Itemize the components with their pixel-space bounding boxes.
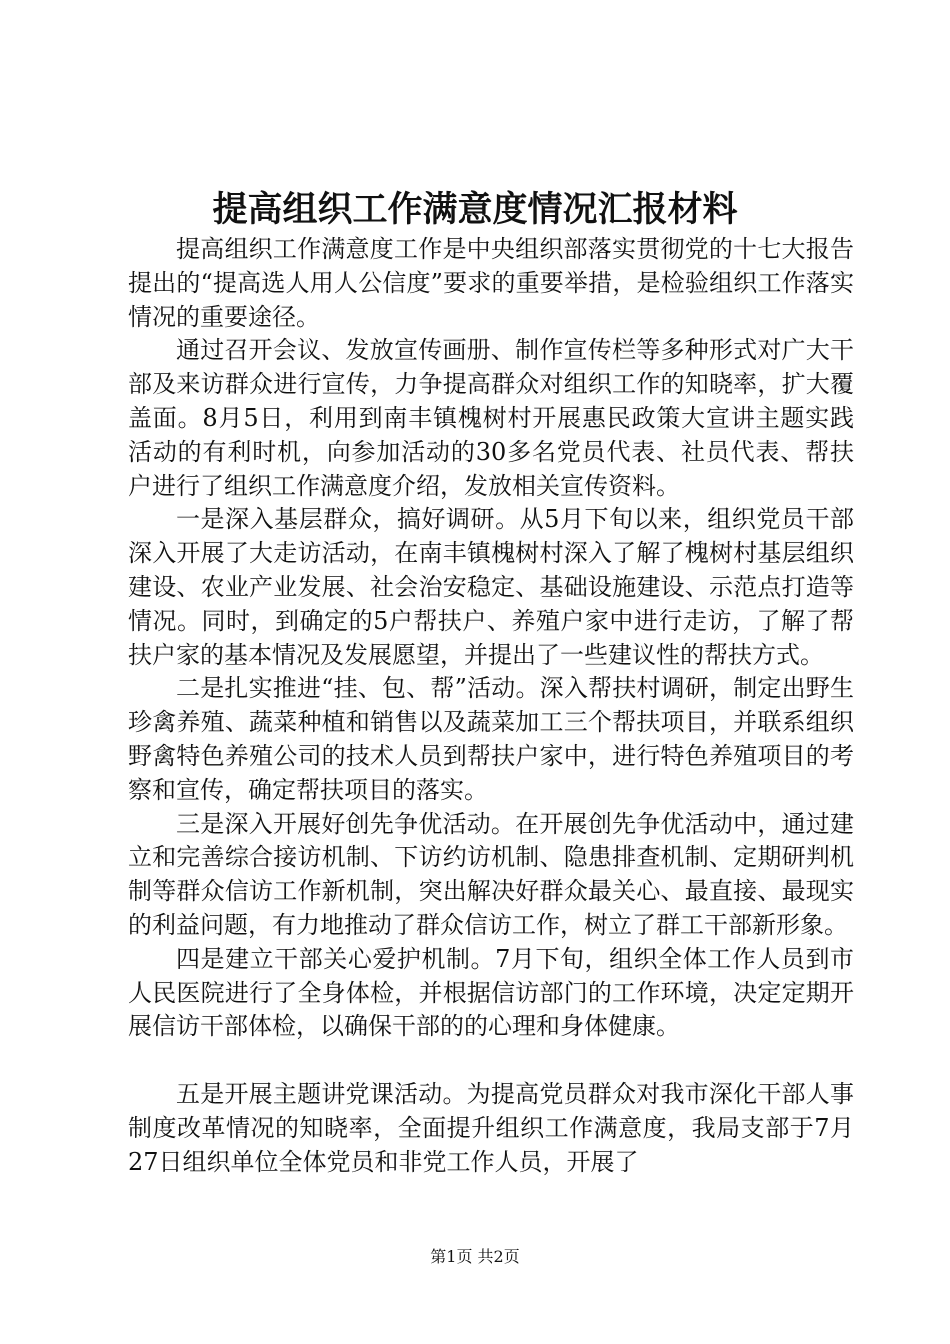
paragraph: 通过召开会议、发放宣传画册、制作宣传栏等多种形式对广大干部及来访群众进行宣传，力争提高群众对组织工作的知晓率，扩大覆盖面。8月5日，利用到南丰镇槐树村开展惠民政策大宣讲主题实践活动的有利时机，向参加活动的30多名党员代表、社员代表、帮扶户进行了组织工作满意度介绍，发放相关宣传资料。 [128,336,854,500]
page-number-footer: 第1页 共2页 [430,1247,520,1266]
paragraph: 五是开展主题讲党课活动。为提高党员群众对我市深化干部人事制度改革情况的知晓率，全面提升组织工作满意度，我局支部于7月27日组织单位全体党员和非党工作人员，开展了 [128,1079,854,1176]
paragraph: 四是建立干部关心爱护机制。7月下旬，组织全体工作人员到市人民医院进行了全身体检，并根据信访部门的工作环境，决定定期开展信访干部体检，以确保干部的的心理和身体健康。 [128,944,854,1041]
document-body [128,233,854,1179]
paragraph: 二是扎实推进“挂、包、帮”活动。深入帮扶村调研，制定出野生珍禽养殖、蔬菜种植和销售以及蔬菜加工三个帮扶项目，并联系组织野禽特色养殖公司的技术人员到帮扶户家中，进行特色养殖项目的考察和宣传，确定帮扶项目的落实。 [128,674,854,804]
paragraph: 一是深入基层群众，搞好调研。从5月下旬以来，组织党员干部深入开展了大走访活动，在南丰镇槐树村深入了解了槐树村基层组织建设、农业产业发展、社会治安稳定、基础设施建设、示范点打造等情况。同时，到确定的5户帮扶户、养殖户家中进行走访，了解了帮扶户家的基本情况及发展愿望，并提出了一些建议性的帮扶方式。 [128,505,854,669]
paragraph: 提高组织工作满意度工作是中央组织部落实贯彻党的十七大报告提出的“提高选人用人公信度”要求的重要举措，是检验组织工作落实情况的重要途径。 [128,235,854,331]
document-title: 提高组织工作满意度情况汇报材料 [212,189,738,230]
paragraph: 三是深入开展好创先争优活动。在开展创先争优活动中，通过建立和完善综合接访机制、下访约访机制、隐患排查机制、定期研判机制等群众信访工作新机制，突出解决好群众最关心、最直接、最现实的利益问题，有力地推动了群众信访工作，树立了群工干部新形象。 [128,809,854,939]
